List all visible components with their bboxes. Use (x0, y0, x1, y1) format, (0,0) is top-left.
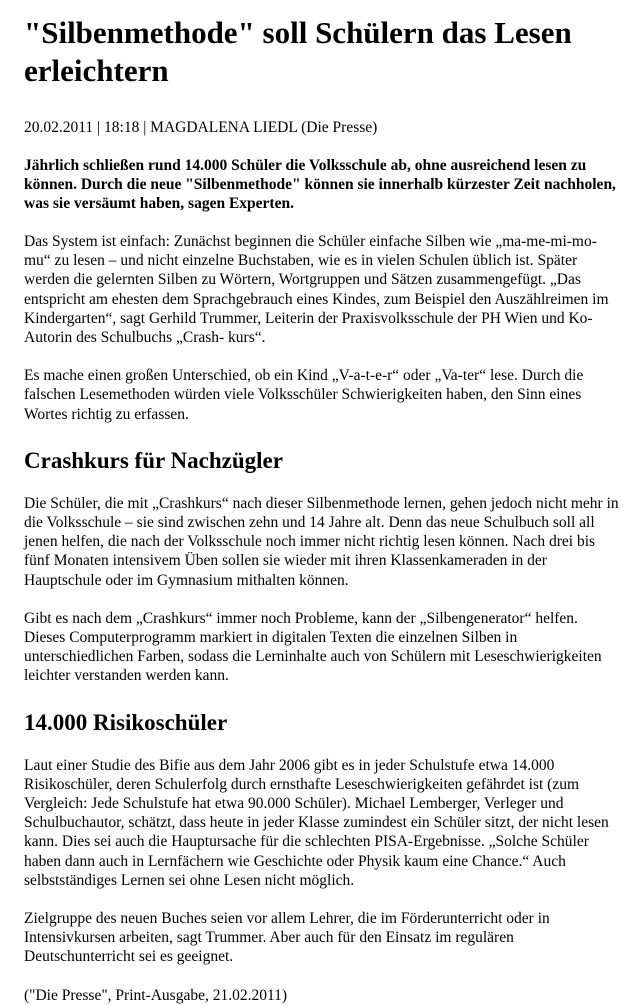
section1-paragraph-2: Gibt es nach dem „Crashkurs“ immer noch Probleme, kann der „Silbengenerator“ helfen. Dieses Computerprogramm markiert in digitalen Texten die einzelnen Silben in unterschiedlichen Farben, sodass die Lerninhalte auch von Schülern mit Leseschwierigkeiten leichter verstanden werden kann. (24, 609, 602, 685)
article-meta: 20.02.2011 | 18:18 | MAGDALENA LIEDL (Die Presse) (24, 119, 378, 136)
section2-paragraph-2: Zielgruppe des neuen Buches seien vor allem Lehrer, die im Förderunterricht oder in Intensivkursen arbeiten, sagt Trummer. Aber auch für den Einsatz im regulären Deutschunterricht sei es geeignet. (24, 910, 550, 966)
article-source-footer: ("Die Presse", Print-Ausgabe, 21.02.2011) (24, 986, 288, 1004)
section-heading-risikoschueler: 14.000 Risikoschüler (24, 709, 228, 735)
article-title: "Silbenmethode" soll Schülern das Lesen erleichtern (24, 15, 572, 88)
section-heading-crashkurs: Crashkurs für Nachzügler (24, 447, 283, 473)
section1-paragraph-1: Die Schüler, die mit „Crashkurs“ nach dieser Silbenmethode lernen, gehen jedoch nicht mehr in die Volksschule – sie sind zwischen zehn und 14 Jahre alt. Denn das neue Schulbuch soll all jenen helfen, die nach der Volksschule noch immer nicht richtig lesen können. Nach drei bis fünf Monaten intensivem Üben sollen sie wieder mit ihren Klassenkameraden in der Hauptschule oder im Gymnasium mithalten können. (24, 494, 619, 589)
section2-paragraph-1: Laut einer Studie des Bifie aus dem Jahr 2006 gibt es in jeder Schulstufe etwa 14.000 Risikoschüler, deren Schulerfolg durch ernsthafte Leseschwierigkeiten gefährdet ist (zum Vergleich: Jede Schulstufe hat etwa 90.000 Schüler). Michael Lemberger, Verleger und Schulbuchautor, schätzt, dass heute in jeder Klasse zumindest ein Schüler sitzt, der nicht lesen kann. Dies sei auch die Hauptursache für die schlechten PISA-Ergebnisse. „Solche Schüler haben dann auch in Lernfächern wie Geschichte oder Physik kaum eine Chance.“ Auch selbstständiges Lernen sei ohne Lesen nicht möglich. (24, 756, 609, 889)
intro-paragraph-2: Es mache einen großen Unterschied, ob ein Kind „V-a-t-e-r“ oder „Va-ter“ lese. Durch die falschen Lesemethoden würden viele Volksschüler Schwierigkeiten haben, den Sinn eines Wortes richtig zu erfassen. (24, 367, 584, 423)
intro-paragraph-1: Das System ist einfach: Zunächst beginnen die Schüler einfache Silben wie „ma-me-mi-mo-mu“ zu lesen – und nicht einzelne Buchstaben, wie es in vielen Schulen üblich ist. Später werden die gelernten Silben zu Wörtern, Wortgruppen und Sätzen zusammengefügt. „Das entspricht am ehesten dem Sprachgebrauch eines Kindes, zum Beispiel den Auszählreimen im Kindergarten“, sagt Gerhild Trummer, Leiterin der Praxisvolksschule der PH Wien und Ko-Autorin des Schulbuchs „Crash- kurs“. (24, 233, 609, 347)
article-lead: Jährlich schließen rund 14.000 Schüler die Volksschule ab, ohne ausreichend lesen zu können. Durch die neue "Silbenmethode" können sie innerhalb kürzester Zeit nachholen, was sie versäumt haben, sagen Experten. (24, 157, 616, 212)
